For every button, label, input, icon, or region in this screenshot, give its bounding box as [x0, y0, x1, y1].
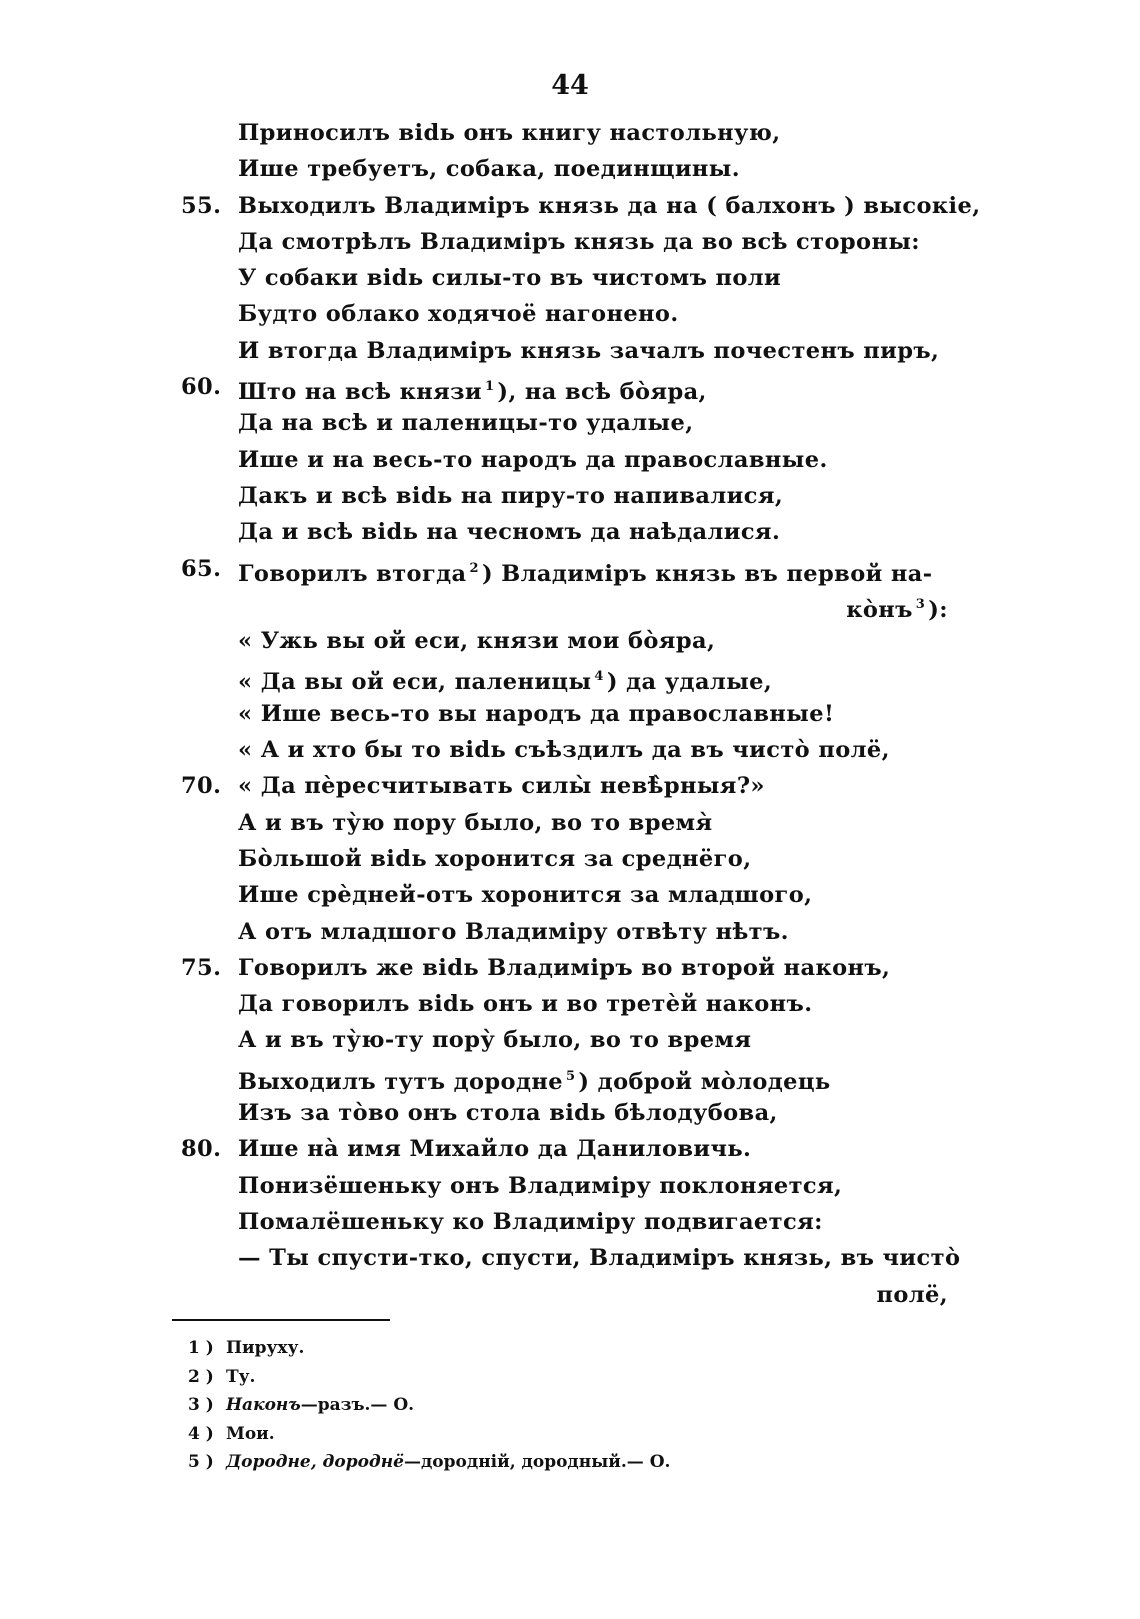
footnote-marker: 4 ): [188, 1423, 214, 1444]
line-text: [238, 551, 933, 592]
line-text: Ише срѐдней-отъ хоронится за младшого,: [238, 882, 813, 909]
footnote: [188, 1448, 670, 1477]
line-number: 70.: [181, 773, 222, 800]
line-text-after: ) доброй мо̀лодець: [578, 1068, 831, 1095]
verse-line: [0, 296, 1140, 332]
line-text-before: Што на всѣ князи: [238, 379, 482, 406]
verse-line: [0, 986, 1140, 1022]
line-number: 80.: [181, 1136, 222, 1163]
line-text: Ише требуетъ, собака, поединщины.: [238, 156, 740, 183]
verse-line: [0, 478, 1140, 514]
line-text: Выходилъ Владимiръ князь да на ( балхонъ ) высокiе,: [238, 192, 981, 219]
footnote: [188, 1363, 670, 1392]
verse-line: [0, 587, 1140, 623]
line-text-after: ) Владимiръ князь въ первой на-: [481, 560, 933, 587]
line-text-after: ), на всѣ бо̀яра,: [497, 379, 707, 406]
line-text: А и въ ту̀ю пору было, во то время̀: [238, 809, 713, 836]
footnote-text: Пируху.: [226, 1338, 305, 1358]
footnote-marker: 1 ): [188, 1338, 214, 1358]
line-text: Да смотрѣлъ Владимiръ князь да во всѣ стороны:: [238, 228, 920, 255]
line-text: [238, 659, 772, 700]
line-text: [238, 1059, 831, 1100]
line-text: Говорилъ же вidь Владимiръ во второй наконъ,: [238, 954, 891, 981]
verse-line: [0, 696, 1140, 732]
line-number: 60.: [181, 374, 222, 401]
line-text: [846, 587, 948, 628]
line-text: Да и всѣ вidь на чесномъ да наѣдалися.: [238, 519, 781, 546]
line-text: « Да пѐресчитывать силы̀ невѣ̀рныя?»: [238, 773, 765, 800]
verse-line: [0, 1095, 1140, 1131]
line-text: Будто облако ходячоё нагонено.: [238, 301, 679, 328]
footnote-term: Наконъ: [226, 1395, 301, 1415]
line-text: Да на всѣ и паленицы-то удалые,: [238, 410, 694, 437]
verse-line: [0, 551, 1140, 587]
line-text-after: ) да удалые,: [606, 669, 773, 696]
footnote-marker: 5 ): [188, 1452, 214, 1472]
verse-line: [0, 659, 1140, 695]
verse-line: [0, 151, 1140, 187]
footnote-ref: 2: [469, 560, 479, 576]
line-number: 55.: [181, 192, 222, 219]
footnote-ref: 3: [915, 596, 926, 612]
verse-line: [0, 333, 1140, 369]
line-text: Изъ за то̀во онъ стола вidь бѣлодубова,: [238, 1100, 778, 1127]
line-text: Ише и на весь-то народъ да православные.: [238, 446, 828, 473]
footnote-ref: 5: [565, 1068, 576, 1084]
verse-line: [0, 224, 1140, 260]
line-number: 75.: [181, 954, 222, 981]
verse-line: [0, 1059, 1140, 1095]
footnote: [188, 1420, 670, 1449]
footnote-text: Ту.: [226, 1366, 256, 1387]
footnote-text: Мои.: [226, 1423, 275, 1444]
verse-line: [0, 914, 1140, 950]
line-text: Да говорилъ вidь онъ и во третѐй наконъ.: [238, 991, 813, 1018]
line-text: « А и хто бы то вidь съѣздилъ да въ чисто̀ полё,: [238, 737, 890, 764]
verse-line: [0, 877, 1140, 913]
footnote-term: Дородне, дороднё: [226, 1452, 404, 1472]
verse-body: [0, 115, 1140, 1313]
line-text: Понизёшеньку онъ Владимiру поклоняется,: [238, 1172, 843, 1199]
line-text-before: Выходилъ тутъ дородне: [238, 1068, 563, 1095]
verse-line: [0, 1131, 1140, 1167]
verse-line: [0, 188, 1140, 224]
line-text: [238, 369, 707, 410]
verse-line: [0, 1240, 1140, 1276]
line-text: У собаки вidь силы-то въ чистомъ поли: [238, 265, 782, 292]
verse-line: [0, 260, 1140, 296]
footnote-marker: 3 ): [188, 1395, 214, 1415]
verse-line: [0, 514, 1140, 550]
footnote-ref: 1: [484, 379, 495, 395]
verse-line: [0, 805, 1140, 841]
line-text: Помалёшеньку ко Владимiру подвигается:: [238, 1208, 823, 1235]
line-text: Приносилъ вidь онъ книгу настольную,: [238, 120, 781, 146]
verse-line: [0, 950, 1140, 986]
verse-line: [0, 1204, 1140, 1240]
line-text: Дакъ и всѣ вidь на пиру-то напивалися,: [238, 482, 784, 509]
line-text: А и въ ту̀ю-ту пору̀ было, во то время: [238, 1027, 752, 1054]
line-text-before: Говорилъ втогда: [238, 560, 467, 587]
footnote-ref: 4: [594, 669, 604, 685]
line-text: Ише на̀ имя Михайло да Даниловичь.: [238, 1136, 752, 1163]
line-text-after: ):: [928, 596, 948, 623]
verse-line: [0, 623, 1140, 659]
line-text: А отъ младшого Владимiру отвѣту нѣтъ.: [238, 918, 789, 945]
line-text-before: ко̀нъ: [846, 596, 913, 623]
verse-line: [0, 1277, 1140, 1313]
verse-line: [0, 405, 1140, 441]
verse-line: [0, 768, 1140, 804]
line-text: полё,: [876, 1281, 948, 1308]
footnote-text: —дороднiй, дородный.— О.: [403, 1452, 671, 1472]
line-number: 65.: [181, 555, 222, 582]
footnotes: [188, 1334, 670, 1477]
verse-line: [0, 1168, 1140, 1204]
line-text: — Ты спусти-тко, спусти, Владимiръ князь, въ чисто̀: [238, 1245, 961, 1272]
line-text: Бо̀льшой вidь хоронится за среднёго,: [238, 845, 752, 872]
footnote-text: —разъ.— О.: [300, 1395, 415, 1415]
footnote: [188, 1334, 670, 1363]
verse-line: [0, 841, 1140, 877]
verse-line: [0, 732, 1140, 768]
line-text-before: « Да вы ой еси, паленицы: [238, 669, 592, 696]
verse-line: [0, 115, 1140, 151]
verse-line: [0, 369, 1140, 405]
footnote-marker: 2 ): [188, 1366, 214, 1387]
page-number: 44: [551, 70, 589, 101]
line-text: И втогда Владимiръ князь зачалъ почестенъ пиръ,: [238, 337, 940, 364]
line-text: « Ужь вы ой еси, князи мои бо̀яра,: [238, 628, 716, 655]
verse-line: [0, 442, 1140, 478]
footnote: [188, 1391, 670, 1420]
verse-line: [0, 1022, 1140, 1058]
footnote-rule: [172, 1319, 390, 1321]
line-text: « Ише весь-то вы народъ да православные!: [238, 700, 835, 727]
